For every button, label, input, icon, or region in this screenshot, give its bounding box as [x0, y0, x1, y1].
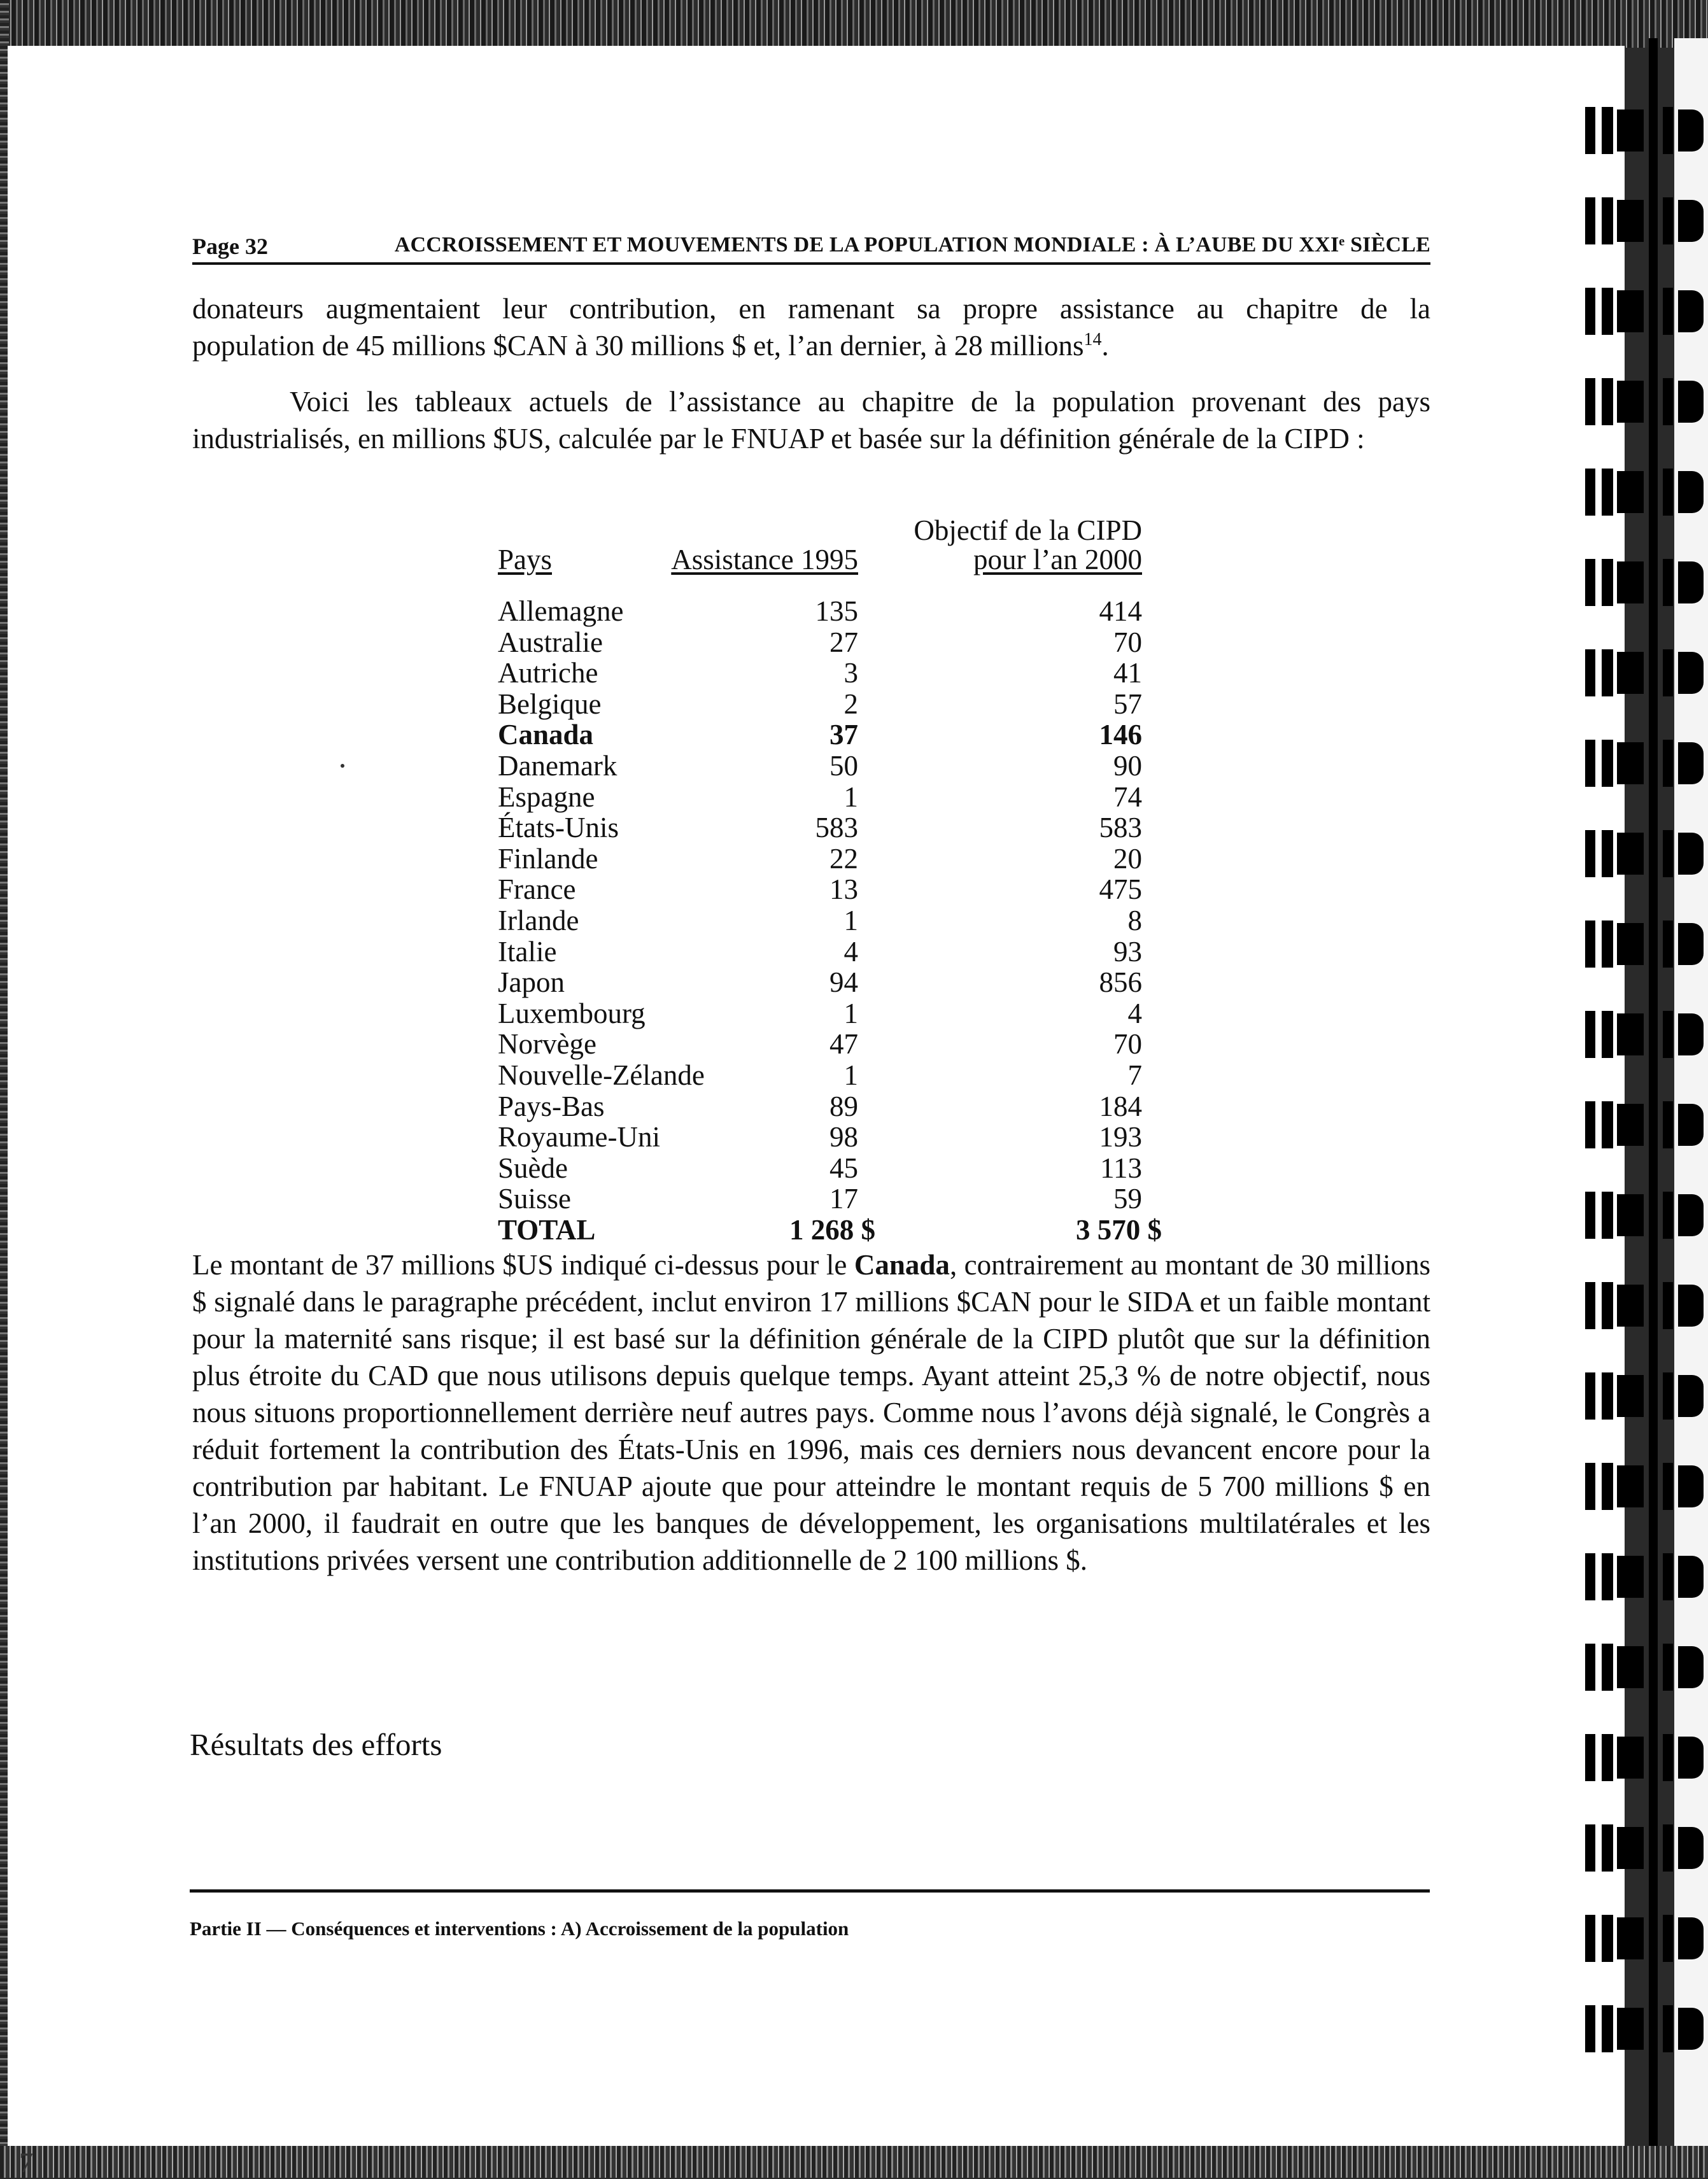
paragraph-1-line-2-text: population de 45 millions $CAN à 30 millions $ et, l’an dernier, à 28 millions	[192, 330, 1084, 362]
target-cell: 4	[1127, 997, 1142, 1029]
footnote-ref: 14	[1083, 330, 1102, 349]
column-header-country: Pays	[498, 544, 553, 575]
page-number: Page 32	[192, 234, 268, 259]
assistance-cell: 1	[843, 1059, 858, 1091]
target-cell: 414	[1099, 595, 1142, 627]
column-header-assistance: Assistance 1995	[671, 544, 858, 575]
paragraph-1-line-1: donateurs augmentaient leur contribution, en ramenant sa propre assistance au chapitre de la	[192, 293, 1430, 325]
paragraph-3-end: , contrairement au montant de 30 millions $ signalé dans le paragraphe précédent, inclut environ 17 millions $CAN pour le SIDA et un faible montant pour la maternité sans risque; il est basé sur la définition générale de la CIPD plutôt que sur la définition plus étroite du CAD que nous utilisons depuis quelque temps. Ayant atteint 25,3 % de notre objectif, nous nous situons proportionnellement derrière neuf autres pays. Comme nous l’avons déjà signalé, le Congrès a réduit fortement la contribution des États-Unis en 1996, mais ces derniers nous devancent encore pour la contribution par habitant. Le FNUAP ajoute que pour atteindre le montant requis de 5 700 millions $ en l’an 2000, il faudrait en outre que les banques de développement, les organisations multilatérales et les institutions privées versent une contribution additionnelle de 2 100 millions $.	[192, 1249, 1431, 1576]
assistance-cell: 47	[829, 1028, 858, 1061]
country-cell: Australie	[498, 626, 603, 658]
country-cell: Autriche	[498, 657, 598, 689]
total-label: TOTAL	[498, 1214, 596, 1246]
total-assistance: 1 268 $	[789, 1214, 875, 1246]
country-cell: Belgique	[498, 688, 602, 720]
country-cell: Luxembourg	[498, 997, 646, 1029]
target-cell: 856	[1099, 966, 1142, 999]
target-cell: 57	[1113, 688, 1142, 720]
assistance-cell: 1	[843, 905, 858, 936]
column-header-target-line-2: pour l’an 2000	[973, 544, 1142, 575]
section-heading: Résultats des efforts	[190, 1727, 442, 1762]
target-cell: 59	[1113, 1183, 1142, 1215]
assistance-cell: 135	[815, 595, 858, 627]
country-cell: Norvège	[498, 1028, 596, 1061]
target-cell: 90	[1113, 750, 1142, 782]
assistance-cell: 4	[843, 935, 858, 968]
paragraph-3	[192, 1246, 1430, 1579]
assistance-cell: 2	[843, 688, 858, 720]
country-cell: Royaume-Uni	[498, 1121, 660, 1153]
country-cell: Italie	[498, 935, 557, 968]
country-cell: Finlande	[498, 842, 598, 875]
target-cell: 113	[1100, 1152, 1142, 1184]
paragraph-1-line-2: population de 45 millions $CAN à 30 millions $ et, l’an dernier, à 28 millions$^{14}$.	[192, 330, 1109, 362]
running-title: ACCROISSEMENT ET MOUVEMENTS DE LA POPULATION MONDIALE : À L’AUBE DU XXIᵉ SIÈCLE	[394, 233, 1430, 257]
target-cell: 7	[1127, 1059, 1142, 1091]
assistance-cell: 50	[829, 750, 858, 782]
column-header-target-line-1: Objectif de la CIPD	[914, 514, 1142, 546]
stray-mark	[341, 764, 344, 768]
country-cell: Allemagne	[498, 595, 624, 627]
target-cell: 74	[1113, 780, 1142, 813]
target-cell: 70	[1113, 626, 1142, 658]
total-target: 3 570 $	[1076, 1214, 1162, 1246]
column-header-target	[914, 516, 1142, 574]
target-cell: 583	[1099, 812, 1142, 844]
assistance-cell: 1	[843, 997, 858, 1029]
country-cell: Espagne	[498, 780, 595, 813]
country-cell: Pays-Bas	[498, 1090, 605, 1122]
country-cell: Irlande	[498, 905, 579, 936]
target-cell: 70	[1113, 1028, 1142, 1061]
target-cell: 20	[1113, 842, 1142, 875]
target-cell: 184	[1099, 1090, 1142, 1122]
target-cell: 475	[1099, 873, 1142, 906]
country-cell: Nouvelle-Zélande	[498, 1059, 705, 1091]
target-cell: 146	[1099, 719, 1142, 751]
country-cell: Canada	[498, 719, 594, 751]
paragraph-3-start: Le montant de 37 millions $US indiqué ci-dessus pour le	[192, 1249, 854, 1281]
assistance-cell: 3	[843, 657, 858, 689]
footer-text: Partie II — Conséquences et interventions : A) Accroissement de la population	[190, 1917, 849, 1940]
country-cell: Suisse	[498, 1183, 572, 1215]
assistance-cell: 1	[843, 780, 858, 813]
assistance-cell: 22	[829, 842, 858, 875]
target-cell: 41	[1113, 657, 1142, 689]
target-cell: 93	[1113, 935, 1142, 968]
target-cell: 193	[1099, 1121, 1142, 1153]
assistance-cell: 98	[829, 1121, 858, 1153]
country-cell: France	[498, 873, 576, 906]
assistance-cell: 583	[815, 812, 858, 844]
footer-rule	[190, 1889, 1430, 1893]
paragraph-3-bold: Canada	[854, 1249, 950, 1281]
target-cell: 8	[1127, 905, 1142, 936]
assistance-cell: 94	[829, 966, 858, 999]
assistance-cell: 13	[829, 873, 858, 906]
country-cell: Suède	[498, 1152, 568, 1184]
assistance-cell: 89	[829, 1090, 858, 1122]
assistance-cell: 17	[829, 1183, 858, 1215]
assistance-cell: 37	[829, 719, 858, 751]
country-cell: Danemark	[498, 750, 618, 782]
paragraph-2: Voici les tableaux actuels de l’assistance au chapitre de la population provenant des pays industrialisés, en millions $US, calculée par le FNUAP et basée sur la définition générale de la CIPD :	[192, 386, 1430, 455]
country-cell: États-Unis	[498, 812, 619, 844]
assistance-cell: 45	[829, 1152, 858, 1184]
assistance-cell: 27	[829, 626, 858, 658]
corner-mark: 7	[19, 2147, 33, 2178]
country-cell: Japon	[498, 966, 565, 999]
